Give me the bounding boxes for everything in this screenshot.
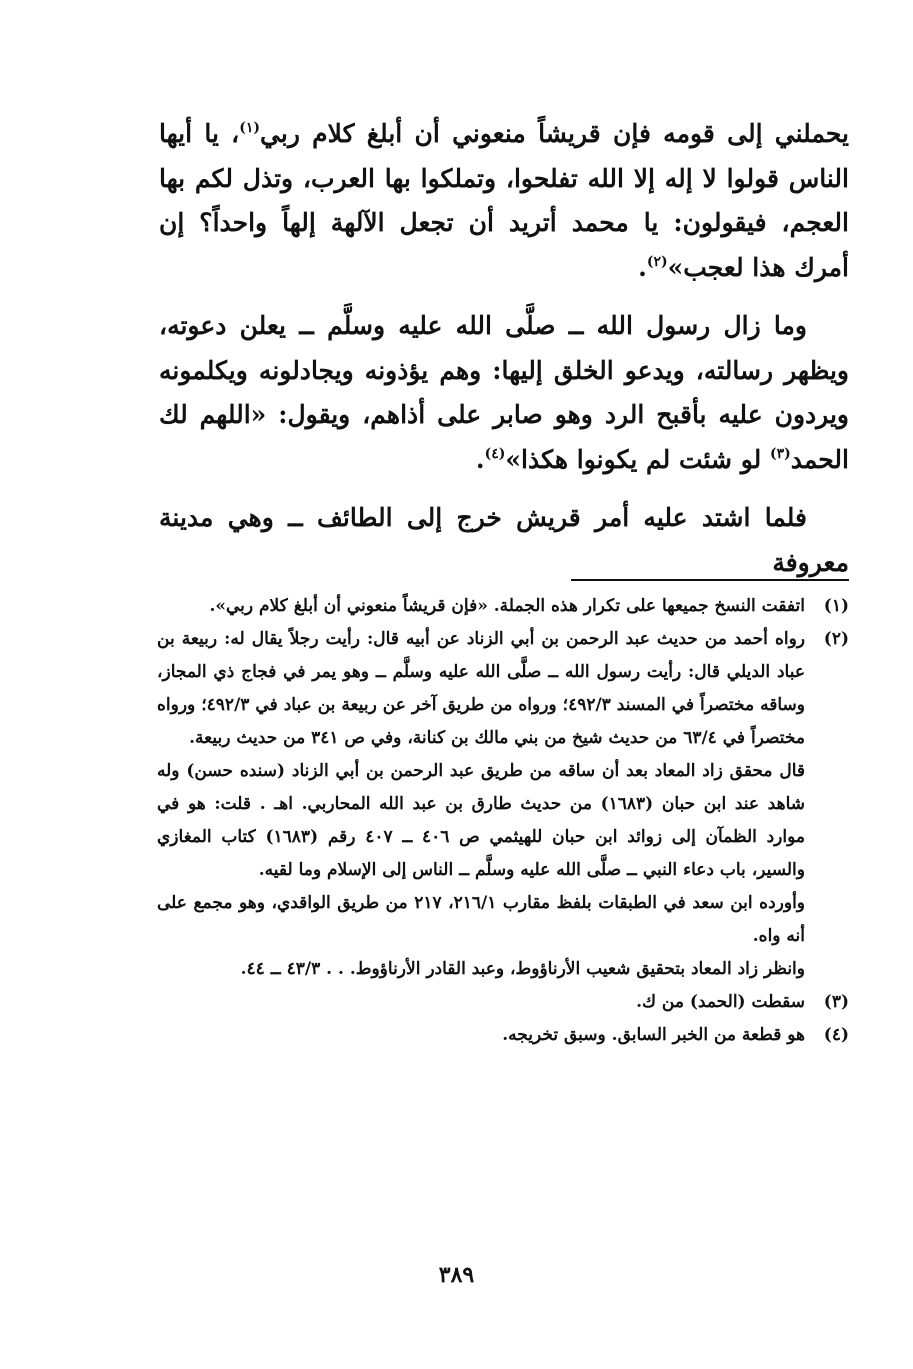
paragraph-1-end: . [638,252,647,282]
footnote-text: سقطت (الحمد) من ك. [636,992,805,1012]
footnote-text: وانظر زاد المعاد بتحقيق شعيب الأرناؤوط، وعبد القادر الأرناؤوط. . . ٤٣/٣ ــ ٤٤. [240,959,805,979]
paragraph-2-end: . [475,444,485,474]
footnote-number: (٢) [823,629,849,649]
footnote-text: هو قطعة من الخبر السابق. وسبق تخريجه. [502,1025,805,1045]
footnote-ref-1: (١) [239,120,261,136]
footnote-3 [157,986,849,1019]
footnotes [157,590,849,1052]
footnote-ref-4: (٤) [484,445,506,462]
footnote-number: (٤) [823,1025,849,1045]
paragraph-2 [159,304,849,482]
footnote-4 [157,1019,849,1052]
paragraph-1-text: يحملني إلى قومه فإن قريشاً منعوني أن أبلغ كلام ربي [260,119,849,148]
main-text [159,112,849,585]
paragraph-1-text-cont: ، يا أيها الناس قولوا لا إله إلا الله تفلحوا، وتملكوا بها العرب، وتذل لكم بها العجم، فيقولون: يا محمد أتريد أن تجعل الآلهة إلهاً واحداً؟ إن أمرك هذا لعجب» [159,119,849,282]
paragraph-3-text: فلما اشتد عليه أمر قريش خرج إلى الطائف ــ وهي مدينة معروفة [159,503,849,577]
footnote-text: اتفقت النسخ جميعها على تكرار هذه الجملة. «فإن قريشاً منعوني أن أبلغ كلام ربي». [209,596,805,616]
footnote-body [157,623,805,986]
paragraph-3 [159,496,849,585]
footnote-ref-3: (٣) [769,445,791,462]
footnote-number: (٣) [823,992,849,1012]
footnote-text: وأورده ابن سعد في الطبقات بلفظ مقارب ٢١٦/١، ٢١٧ من طريق الواقدي، وهو مجمع على أنه واه. [157,893,806,946]
footnote-text: قال محقق زاد المعاد بعد أن ساقه من طريق عبد الرحمن بن أبي الزناد (سنده حسن) وله شاهد عند ابن حبان (١٦٨٣) من حديث طارق بن عبد الله المحاربي. اهـ . قلت: هو في موارد الظمآن إلى زوائد ابن حبان للهيثمي ص ٤٠٦ ــ ٤٠٧ رقم (١٦٨٣) كتاب المغازي والسير، باب دعاء النبي ــ صلَّى الله عليه وسلَّم ــ الناس إلى الإسلام وما لقيه. [157,761,805,880]
footnote-body [157,590,805,623]
footnote-1 [157,590,849,623]
paragraph-2-text: وما زال رسول الله ــ صلَّى الله عليه وسلَّم ــ يعلن دعوته، ويظهر رسالته، ويدعو الخلق إليها: وهم يؤذونه ويجادلونه ويكلمونه ويردون عليه بأقبح الرد وهو صابر على أذاهم، ويقول: «اللهم لك الحمد [159,311,849,474]
footnote-text: رواه أحمد من حديث عبد الرحمن بن أبي الزناد عن أبيه قال: رأيت رجلاً يقال له: ربيعة بن عباد الديلي قال: رأيت رسول الله ــ صلَّى الله عليه وسلَّم ــ وهو يمر في فجاج ذي المجاز، وساقه مختصراً في المسند ٤٩٢/٣؛ ورواه من طريق آخر عن ربيعة بن عباد في ٤٩٢/٣؛ ورواه مختصراً في ٦٣/٤ من حديث شيخ من بني مالك بن كنانة، وفي ص ٣٤١ من حديث ربيعة. [157,629,805,748]
footnote-number: (١) [823,596,849,616]
footnote-body [157,1019,805,1052]
footnote-2 [157,623,849,986]
paragraph-1 [159,112,849,290]
footnote-body [157,986,805,1019]
footnote-ref-2: (٢) [646,253,668,270]
footnote-separator [571,579,849,581]
paragraph-2-text-cont: لو شئت لم يكونوا هكذا» [505,444,770,474]
page-number: ٣٨٩ [438,1262,475,1288]
